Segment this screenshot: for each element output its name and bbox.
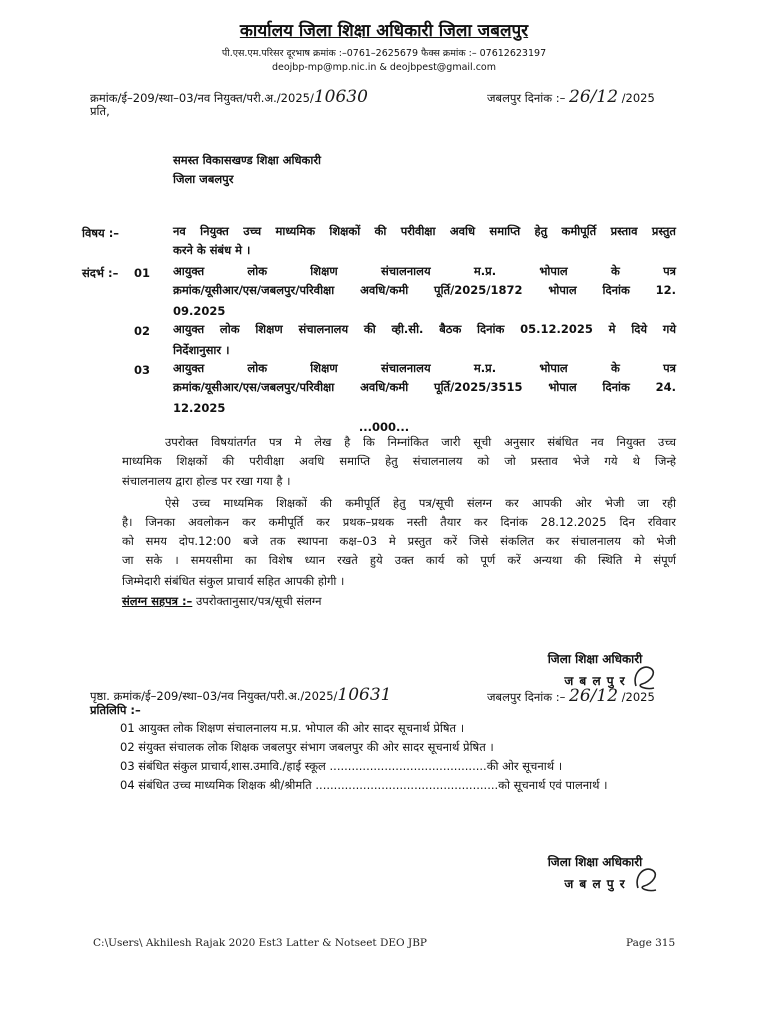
copy-item-1: 01 आयुक्त लोक शिक्षण संचालनालय म.प्र. भोपाल की ओर सादर सूचनार्थ प्रेषित । (120, 721, 465, 735)
footer-page: Page 315 (626, 937, 676, 949)
references-label: संदर्भ :– (82, 266, 119, 280)
endorsement-date-year: /2025 (621, 690, 655, 704)
reference-2-line-2: निर्देशानुसार । (173, 343, 230, 357)
copy-item-4: 04 संबंधित उच्च माध्यमिक शिक्षक श्री/श्रीमति ..................................................को सूचनार्थ एवं पालनार्थ । (120, 778, 608, 792)
contact-line: पी.एस.एम.परिसर दूरभाष क्रमांक :–0761–2625679 फैक्स क्रमांक :– 07612623197 (221, 48, 547, 59)
reference-3-line-3: 12.2025 (173, 401, 226, 415)
addressee-line-1: समस्त विकासखण्ड शिक्षा अधिकारी (173, 153, 322, 167)
email-line: deojbp-mp@mp.nic.in & deojbpest@gmail.com (271, 62, 496, 73)
enclosure (122, 594, 322, 609)
endorsement-date-label: जबलपुर दिनांक :– (487, 690, 566, 704)
reference-number (90, 87, 368, 107)
para2-line-3: को समय दोप.12:00 बजे तक स्थापना कक्ष–03 मे प्रस्तुत करें जिसे संकलित कर संचालनालय को भेजी (122, 534, 676, 548)
separator: ...000... (358, 420, 410, 434)
reference-date (487, 87, 655, 107)
reference-number-printed: क्रमांक/ई–209/स्था–03/नव नियुक्त/परी.अ./2025/ (90, 91, 314, 105)
enclosure-text: उपरोक्तानुसार/पत्र/सूची संलग्न (195, 594, 322, 608)
office-title: कार्यालय जिला शिक्षा अधिकारी जिला जबलपुर (239, 21, 529, 41)
para2-line-2: है। जिनका अवलोकन कर कमीपूर्ति कर प्रथक–प्रथक नस्ती तैयार कर दिनांक 28.12.2025 दिन रविवार (122, 515, 676, 529)
endorsement-number-printed: पृष्ठा. क्रमांक/ई–209/स्था–03/नव नियुक्त/परी.अ./2025/ (90, 689, 338, 703)
copy-item-2: 02 संयुक्त संचालक लोक शिक्षक जबलपुर संभाग जबलपुर की ओर सादर सूचनार्थ प्रेषित । (120, 740, 494, 754)
reference-3-number: 03 (134, 363, 151, 377)
signature-1-place: ज ब ल पु र (564, 674, 626, 688)
reference-number-handwritten: 10630 (313, 87, 368, 107)
para2-line-5: जिम्मेदारी संबंधित संकुल प्राचार्य सहित आपकी होगी । (122, 574, 345, 588)
prati-label: प्रति, (90, 104, 110, 118)
endorsement-date-handwritten: 26/12 (569, 686, 619, 706)
signature-2-place: ज ब ल पु र (564, 877, 626, 891)
copy-item-3: 03 संबंधित संकुल प्राचार्य,शास.उमावि./हाई स्कूल ...........................................की ओर सूचनार्थ । (120, 759, 563, 773)
reference-date-handwritten: 26/12 (569, 87, 619, 107)
footer-path: C:\Users\ Akhilesh Rajak 2020 Est3 Latter & Notseet DEO JBP (93, 937, 427, 949)
endorsement-number (90, 685, 392, 705)
subject-line-2: करने के संबंध मे । (173, 243, 251, 257)
reference-date-label: जबलपुर दिनांक :– (487, 91, 566, 105)
reference-date-year: /2025 (621, 91, 655, 105)
signature-2-title: जिला शिक्षा अधिकारी (547, 855, 643, 869)
reference-3-line-2: क्रमांक/यूसीआर/एस/जबलपुर/परिवीक्षा अवधि/कमी पूर्ति/2025/3515 भोपाल दिनांक 24. (173, 380, 676, 394)
endorsement-number-handwritten: 10631 (337, 685, 392, 705)
reference-2-line-1: आयुक्त लोक शिक्षण संचालनालय की व्ही.सी. बैठक दिनांक 05.12.2025 मे दिये गये (173, 322, 676, 336)
reference-1-line-1: आयुक्त लोक शिक्षण संचालनालय म.प्र. भोपाल के पत्र (173, 264, 676, 278)
handwritten-signature-2 (630, 862, 670, 898)
addressee-line-2: जिला जबलपुर (173, 172, 234, 186)
copy-label: प्रतिलिपि :– (90, 703, 141, 717)
para1-line-1: उपरोक्त विषयांतर्गत पत्र मे लेख है कि निम्नांकित जारी सूची अनुसार संबंधित नव नियुक्त उच्च (165, 435, 676, 449)
para1-line-3: संचालनालय द्वारा होल्ड पर रखा गया है । (122, 474, 291, 488)
reference-3-line-1: आयुक्त लोक शिक्षण संचालनालय म.प्र. भोपाल के पत्र (173, 361, 676, 375)
reference-2-number: 02 (134, 324, 151, 338)
para2-line-1: ऐसे उच्च माध्यमिक शिक्षकों की कमीपूर्ति हेतु पत्र/सूची संलग्न कर आपकी ओर भेजी जा रही (165, 496, 676, 510)
reference-1-line-2: क्रमांक/यूसीआर/एस/जबलपुर/परिवीक्षा अवधि/कमी पूर्ति/2025/1872 भोपाल दिनांक 12. (173, 283, 676, 297)
enclosure-label: संलग्न सहपत्र :– (122, 594, 193, 608)
signature-1-title: जिला शिक्षा अधिकारी (547, 652, 643, 666)
endorsement-date (487, 686, 655, 706)
para1-line-2: माध्यमिक शिक्षकों की परीवीक्षा अवधि समाप्ति हेतु संचालनालय को जो प्रस्ताव भेजे गये थे जिन्हे (122, 454, 676, 468)
subject-line-1: नव नियुक्त उच्च माध्यमिक शिक्षकों की परीवीक्षा अवधि समाप्ति हेतु कमीपूर्ति प्रस्ताव प्रस्तुत (173, 224, 676, 238)
para2-line-4: जा सके । समयसीमा का विशेष ध्यान रखते हुये उक्त कार्य को पूर्ण करें अन्यथा की स्थिति मे संपूर्ण (122, 553, 676, 567)
reference-1-line-3: 09.2025 (173, 304, 226, 318)
subject-label: विषय :– (82, 226, 120, 240)
reference-1-number: 01 (134, 266, 151, 280)
